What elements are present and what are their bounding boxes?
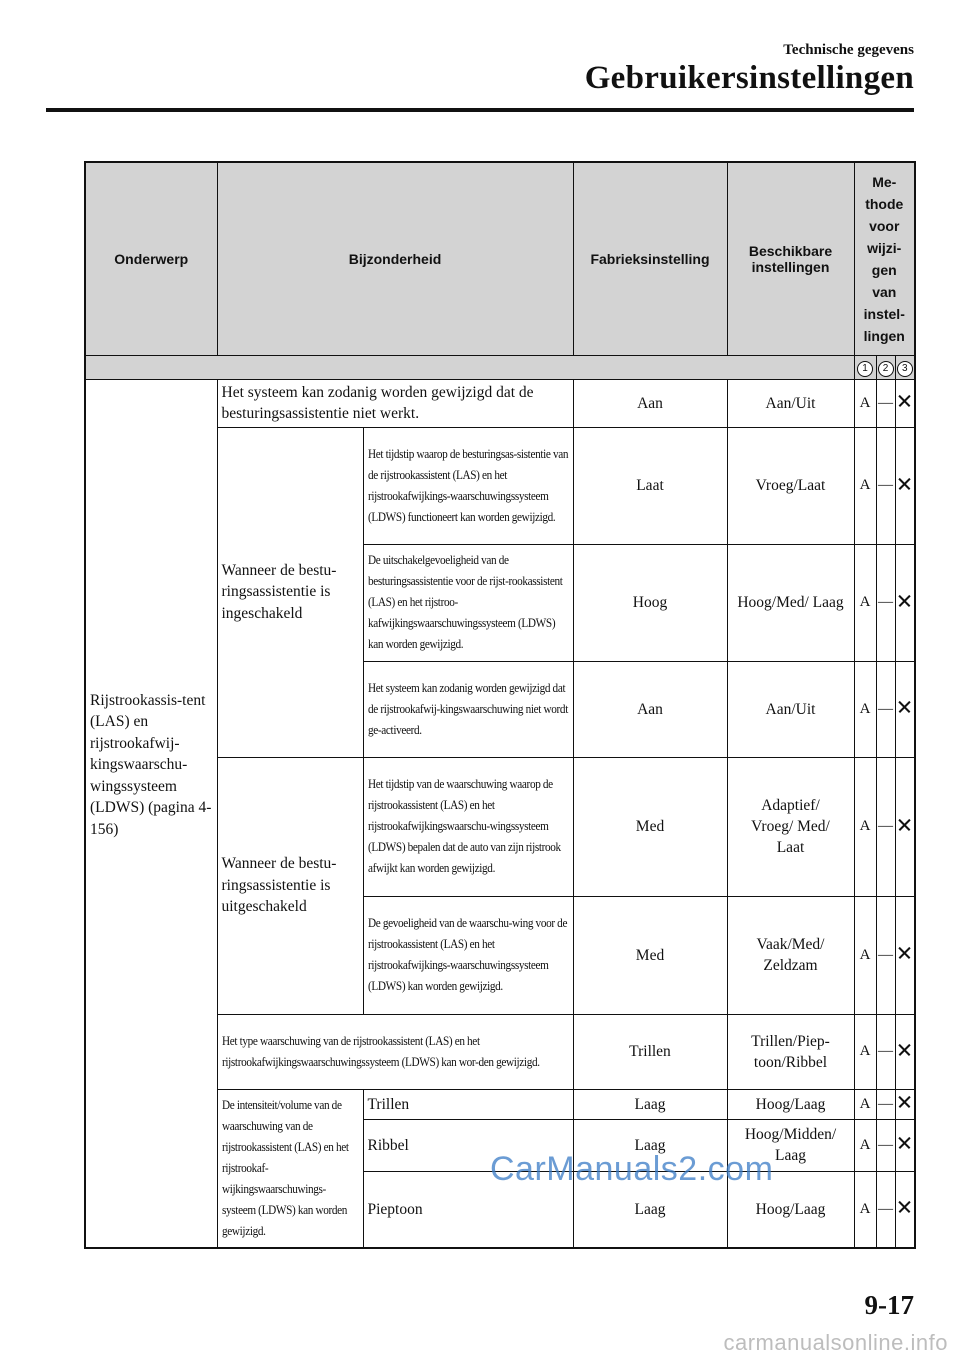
factory-cell: Laat [573, 427, 727, 544]
cross-icon [898, 477, 911, 490]
detail-cell: Pieptoon [363, 1171, 573, 1248]
options-cell: Vroeg/Laat [727, 427, 854, 544]
method-3-cell [895, 661, 915, 757]
page-number: 9-17 [864, 1290, 914, 1320]
col-header-methode: Me-thode voor wijzi-gen van instel-lingen [854, 162, 915, 355]
method-2-label: 2 [878, 361, 894, 377]
detail-cell: Het systeem kan zodanig worden gewijzigd dat de besturingsassistentie niet werkt. [217, 379, 573, 427]
method-3 [895, 355, 915, 379]
method-2 [876, 355, 895, 379]
method-2-cell: — [876, 896, 895, 1014]
cross-icon [898, 946, 911, 959]
method-1-cell: A [854, 661, 876, 757]
options-cell: Adaptief/ Vroeg/ Med/ Laat [727, 757, 854, 896]
method-2-cell: — [876, 1171, 895, 1248]
detail-cell [363, 896, 573, 1014]
method-2-cell: — [876, 379, 895, 427]
method-1-cell: A [854, 427, 876, 544]
options-cell: Hoog/Midden/ Laag [727, 1119, 854, 1171]
header-spacer [85, 355, 854, 379]
cross-icon [898, 700, 911, 713]
method-1-cell: A [854, 1014, 876, 1089]
method-1 [854, 355, 876, 379]
header-row [85, 162, 915, 355]
method-2-cell: — [876, 757, 895, 896]
options-cell: Hoog/Laag [727, 1089, 854, 1119]
options-cell: Vaak/Med/ Zeldzam [727, 896, 854, 1014]
method-3-cell [895, 1014, 915, 1089]
method-3-cell [895, 1119, 915, 1171]
group-label-on: Wanneer de bestu-ringsassistentie is ingeschakeld [217, 427, 363, 757]
method-3-cell [895, 896, 915, 1014]
page-title: Gebruikersinstellingen [584, 60, 914, 96]
method-3-cell [895, 1171, 915, 1248]
method-2-cell: — [876, 1014, 895, 1089]
cross-icon [898, 1200, 911, 1213]
method-3-cell [895, 1089, 915, 1119]
method-2-cell: — [876, 1089, 895, 1119]
method-3-cell [895, 427, 915, 544]
method-1-cell: A [854, 896, 876, 1014]
group-label-off: Wanneer de bestu-ringsassistentie is uitgeschakeld [217, 757, 363, 1014]
settings-table [84, 161, 916, 1249]
options-cell: Hoog/Med/ Laag [727, 544, 854, 661]
method-1-cell: A [854, 379, 876, 427]
factory-cell: Laag [573, 1171, 727, 1248]
options-cell: Trillen/Piep-toon/Ribbel [727, 1014, 854, 1089]
factory-cell: Laag [573, 1089, 727, 1119]
method-3-cell [895, 544, 915, 661]
detail-text: Het systeem kan zodanig worden gewijzigd dat de rijstrookafwij-kingswaarschuwing niet wordt ge-activeerd. [367, 680, 568, 737]
detail-text: De uitschakelgevoeligheid van de besturingsassistentie voor de rijst-rookassistent (LAS) en het rijstroo-kafwijkingswaarschuwingssysteem (LDWS) kan worden gewijzigd. [367, 553, 563, 651]
method-1-cell: A [854, 1171, 876, 1248]
detail-cell [363, 427, 573, 544]
col-header-bijzonderheid: Bijzonderheid [217, 162, 573, 355]
col-header-onderwerp: Onderwerp [85, 162, 217, 355]
method-1-label: 1 [857, 361, 873, 377]
cross-icon [898, 594, 911, 607]
method-2-cell: — [876, 1119, 895, 1171]
factory-cell: Hoog [573, 544, 727, 661]
method-1-cell: A [854, 1119, 876, 1171]
method-1-cell: A [854, 1089, 876, 1119]
factory-cell: Laag [573, 1119, 727, 1171]
factory-cell: Med [573, 757, 727, 896]
detail-text: Het tijdstip van de waarschuwing waarop de rijstrookassistent (LAS) en het rijstrookafwijkingswaarschu-wingssysteem (LDWS) bepalen dat de auto van zijn rijstrook afwijkt kan worden gewijzigd. [367, 777, 561, 875]
factory-cell: Aan [573, 379, 727, 427]
options-cell: Aan/Uit [727, 379, 854, 427]
cross-icon [898, 1043, 911, 1056]
cross-icon [898, 394, 911, 407]
detail-cell [363, 544, 573, 661]
cross-icon [898, 1136, 911, 1149]
section-label: Technische gegevens [783, 42, 914, 58]
group-label-intensity [217, 1089, 363, 1248]
detail-text: Het tijdstip waarop de besturingsas-sistentie van de rijstrookassistent (LAS) en het rijstrookafwijkings-waarschuwingssysteem (LDWS) functioneert kan worden gewijzigd. [367, 446, 568, 524]
col-header-beschikbare-instellingen: Beschikbare instellingen [727, 162, 854, 355]
watermark: CarManuals2.com [490, 1150, 774, 1188]
group-intensity-text: De intensiteit/volume van de waarschuwing van de rijstrookassistent (LAS) en het rijstrookaf-wijkingswaarschuwings-systeem (LDWS) kan worden gewijzigd. [221, 1097, 349, 1238]
detail-cell [363, 661, 573, 757]
factory-cell: Trillen [573, 1014, 727, 1089]
method-3-cell [895, 757, 915, 896]
detail-text: De gevoeligheid van de waarschu-wing voor de rijstrookassistent (LAS) en het rijstrookafwijkings-waarschuwingssysteem (LDWS) kan worden gewijzigd. [367, 916, 567, 993]
factory-cell: Med [573, 896, 727, 1014]
header-divider [46, 108, 914, 112]
cross-icon [898, 818, 911, 831]
method-2-cell: — [876, 661, 895, 757]
options-cell: Hoog/Laag [727, 1171, 854, 1248]
detail-cell [217, 1014, 573, 1089]
method-2-cell: — [876, 427, 895, 544]
method-2-cell: — [876, 544, 895, 661]
subject-cell: Rijstrookassis-tent (LAS) en rijstrookafwij-kingswaarschu-wingssysteem (LDWS) (pagina 4-156) [85, 379, 217, 1248]
detail-cell: Trillen [363, 1089, 573, 1119]
method-1-cell: A [854, 757, 876, 896]
factory-cell: Aan [573, 661, 727, 757]
method-1-cell: A [854, 544, 876, 661]
method-3-label: 3 [897, 361, 913, 377]
method-3-cell [895, 379, 915, 427]
detail-cell: Ribbel [363, 1119, 573, 1171]
options-cell: Aan/Uit [727, 661, 854, 757]
cross-icon [898, 1095, 911, 1108]
table-row [85, 379, 915, 427]
col-header-fabrieksinstelling: Fabrieksinstelling [573, 162, 727, 355]
detail-text: Het type waarschuwing van de rijstrookassistent (LAS) en het rijstrookafwijkingswaarschuwingssysteem (LDWS) kan wor-den gewijzigd. [221, 1033, 540, 1069]
footer-watermark: carmanualsonline.info [723, 1330, 948, 1355]
detail-cell [363, 757, 573, 896]
method-number-row [85, 355, 915, 379]
